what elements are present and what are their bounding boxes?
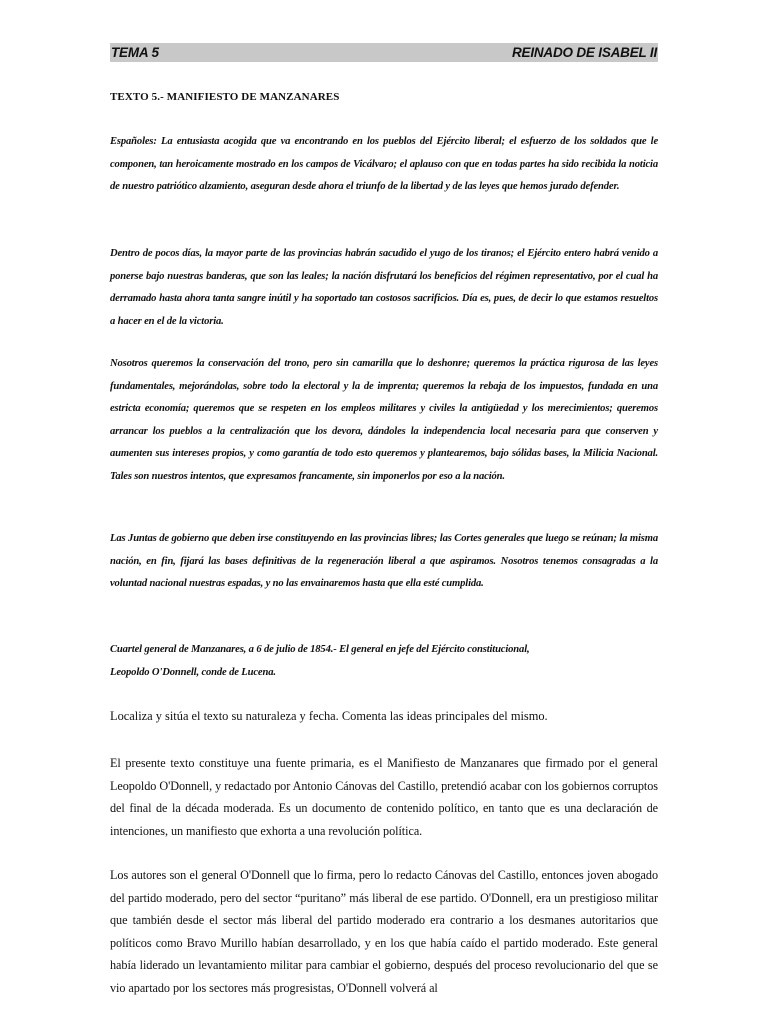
manifesto-paragraph-2: Dentro de pocos días, la mayor parte de las provincias habrán sacudido el yugo de los tiranos; el Ejército entero habrá venido a ponerse bajo nuestras banderas, que son las leales; la nación disfrutará los beneficios del régimen representativo, por el cual ha derramado hasta ahora tanta sangre inútil y ha soportado tan costosos sacrificios. Día es, pues, de decir lo que estamos resueltos a hacer en el de la victoria.	[110, 248, 658, 327]
manifesto-paragraph-1: Españoles: La entusiasta acogida que va encontrando en los pueblos del Ejército liberal; el esfuerzo de los soldados que le componen, tan heroicamente mostrado en los campos de Vicálvaro; el aplauso con que en todas partes ha sido recibida la noticia de nuestro patriótico alzamiento, aseguran desde ahora el triunfo de la libertad y de las leyes que hemos jurado defender.	[110, 136, 658, 193]
page-header	[110, 43, 658, 62]
assignment-question: Localiza y sitúa el texto su naturaleza y fecha. Comenta las ideas principales del mismo.	[110, 709, 548, 723]
manifesto-paragraph-3: Nosotros queremos la conservación del trono, pero sin camarilla que lo deshonre; queremos la práctica rigurosa de las leyes fundamentales, mejorándolas, sobre todo la electoral y la de imprenta; queremos la rebaja de los impuestos, fundada en una estricta economía; queremos que se respeten en los empleos militares y civiles la antigüedad y los merecimientos; queremos arrancar los pueblos a la centralización que los devora, dándoles la independencia local necesaria para que conserven y aumenten sus intereses propios, y como garantía de todo esto queremos y plantearemos, bajo sólidas bases, la Milicia Nacional. Tales son nuestros intentos, que expresamos francamente, sin imponerlos por eso a la nación.	[110, 358, 658, 482]
manifesto-paragraph-4: Las Juntas de gobierno que deben irse constituyendo en las provincias libres; las Cortes generales que luego se reúnan; la misma nación, en fin, fijará las bases definitivas de la regeneración liberal a que aspiramos. Nosotros tenemos consagradas a la voluntad nacional nuestras espadas, y no las envainaremos hasta que ella esté cumplida.	[110, 533, 658, 590]
commentary-paragraph-1: El presente texto constituye una fuente primaria, es el Manifiesto de Manzanares que firmado por el general Leopoldo O'Donnell, y redactado por Antonio Cánovas del Castillo, pretendió acabar con los gobiernos corruptos del final de la década moderada. Es un documento de contenido político, en tanto que es una declaración de intenciones, un manifiesto que exhorta a una revolución política.	[110, 756, 658, 838]
manifesto-signature	[110, 639, 658, 684]
header-topic: TEMA 5	[111, 45, 159, 60]
signature-place-date: Cuartel general de Manzanares, a 6 de julio de 1854.- El general en jefe del Ejército constitucional,	[110, 644, 530, 655]
text-title: TEXTO 5.- MANIFIESTO DE MANZANARES	[110, 91, 340, 103]
header-title: REINADO DE ISABEL II	[511, 45, 657, 60]
commentary-paragraph-2: Los autores son el general O'Donnell que lo firma, pero lo redacto Cánovas del Castillo, entonces joven abogado del partido moderado, pero del sector “puritano” más liberal de ese partido. O'Donnell, era un prestigioso militar que también desde el sector más liberal del partido moderado era contrario a los desmanes autoritarios que políticos como Bravo Murillo habían desarrollado, y en los que había caído el partido moderado. Este general había liderado un levantamiento militar para cambiar el gobierno, después del proceso revolucionario del que se vio apartado por los sectores más progresistas, O'Donnell volverá al	[110, 868, 658, 995]
signature-name: Leopoldo O'Donnell, conde de Lucena.	[110, 666, 276, 678]
